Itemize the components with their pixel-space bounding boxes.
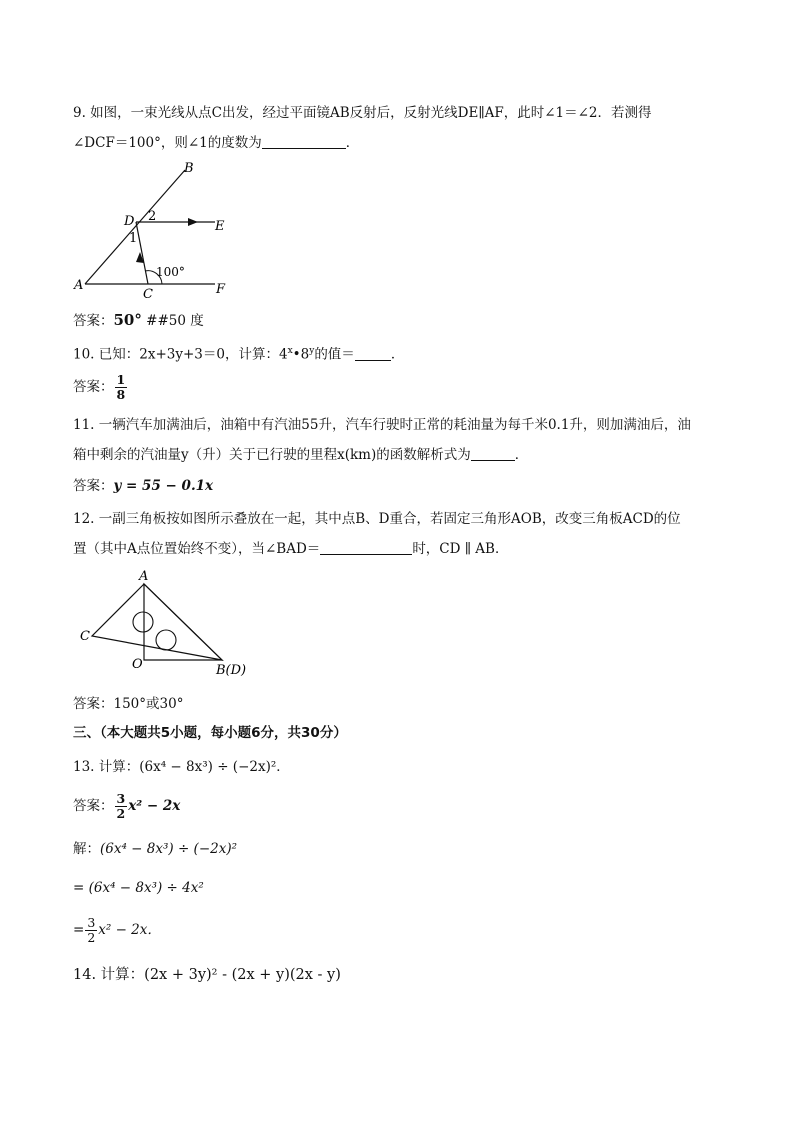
q9-arrow-de	[188, 218, 198, 226]
q9-label-d: D	[124, 214, 135, 229]
q12-label-bd: B(D)	[216, 663, 247, 678]
q13-solution-fraction	[85, 916, 97, 945]
q10-sup2: y	[309, 346, 315, 356]
q12-line2	[73, 540, 508, 558]
q13-answer-rest: x² − 2x	[128, 798, 181, 814]
q12-answer	[73, 695, 183, 713]
q9-answer	[73, 311, 204, 330]
q9-answer-alt: ##50 度	[146, 313, 204, 329]
q13-answer	[73, 788, 180, 824]
q10-text-post: 的值＝	[314, 346, 355, 363]
q9-label-c: C	[143, 287, 153, 302]
q11-line1: 11. 一辆汽车加满油后，油箱中有汽油55升，汽车行驶时正常的耗油量为每千米0.1升，则加满油后，油	[73, 417, 691, 433]
q10-answer	[73, 369, 128, 405]
q9-answer-value: 50°	[113, 311, 142, 329]
q13-answer-label: 答案：	[73, 798, 114, 814]
q9-line2-end: ．	[345, 135, 360, 151]
q11-line2	[73, 446, 528, 464]
q9-label-1: 1	[129, 231, 138, 246]
q13-solution-line2: = (6x⁴ − 8x³) ÷ 4x²	[73, 880, 204, 896]
q12-circle-1	[133, 612, 153, 632]
q9-line2-text: ∠DCF＝100°，则∠1的度数为	[73, 135, 262, 151]
q14-question: 14. 计算：(2x + 3y)² - (2x + y)(2x - y)	[73, 967, 341, 983]
q10-answer-den: 8	[116, 387, 126, 402]
q13-answer-num: 3	[116, 791, 126, 806]
q9-label-e: E	[215, 219, 225, 234]
q9-line1: 9. 如图，一束光线从点C出发，经过平面镜AB反射后，反射光线DE∥AF，此时∠1＝∠2．若测得	[73, 105, 652, 121]
q10-mid: •8	[292, 346, 310, 363]
q9-figure	[70, 158, 240, 303]
q9-label-f: F	[216, 282, 226, 297]
q10-sup1: x	[287, 346, 293, 356]
q12-answer-label: 答案：	[73, 696, 114, 712]
q12-figure	[76, 566, 256, 686]
q12-answer-blank	[320, 540, 412, 555]
q11-answer-value: y = 55 − 0.1x	[113, 478, 214, 494]
q10-answer-fraction	[115, 373, 128, 402]
q13-solution-expr1: (6x⁴ − 8x³) ÷ (−2x)²	[100, 841, 238, 857]
q12-line2-text: 置（其中A点位置始终不变），当∠BAD＝	[73, 541, 321, 557]
q12-line2-end: 时，CD ∥ AB．	[412, 541, 509, 557]
q10-question	[73, 342, 404, 364]
q9-label-2: 2	[148, 209, 157, 224]
q13-solution-num: 3	[87, 915, 96, 930]
q9-label-100: 100°	[156, 265, 185, 279]
q10-answer-label: 答案：	[73, 379, 114, 395]
q13-solution-line3	[73, 912, 161, 948]
q11-line2-end: ．	[514, 447, 529, 463]
q12-triangle-acd	[92, 584, 222, 660]
q13-question: 13. 计算：(6x⁴ − 8x³) ÷ (−2x)²．	[73, 759, 290, 775]
q12-label-o: O	[132, 657, 143, 672]
q12-answer-value: 150°或30°	[113, 696, 184, 712]
q9-line2	[73, 134, 359, 152]
q13-solution-rest: x² − 2x．	[98, 922, 161, 938]
q11-answer	[73, 477, 213, 495]
q9-label-a: A	[74, 278, 84, 293]
q9-ray-cd	[136, 222, 148, 284]
q10-answer-num: 1	[116, 372, 126, 387]
section-3-title: 三、（本大题共5小题，每小题6分，共30分）	[73, 725, 347, 741]
q12-label-c: C	[80, 629, 90, 644]
q9-answer-blank	[262, 134, 346, 149]
q10-text-pre: 10. 已知：2x+3y+3＝0，计算：4	[73, 346, 288, 363]
q9-answer-label: 答案：	[73, 313, 114, 329]
q13-solution-line1	[73, 840, 237, 858]
q11-answer-label: 答案：	[73, 478, 114, 494]
q11-line2-text: 箱中剩余的汽油量y（升）关于已行驶的里程x(km)的函数解析式为	[73, 447, 471, 463]
q13-solution-label: 解：	[73, 841, 100, 857]
q12-label-a: A	[139, 569, 149, 584]
q10-answer-blank	[355, 346, 391, 361]
q9-label-b: B	[184, 161, 194, 176]
q11-answer-blank	[471, 446, 515, 461]
q10-end: ．	[390, 346, 405, 363]
q12-line1: 12. 一副三角板按如图所示叠放在一起，其中点B、D重合，若固定三角形AOB，改变三角板ACD的位	[73, 511, 681, 527]
q13-solution-eq: =	[73, 922, 85, 938]
q12-circle-2	[156, 630, 176, 650]
q13-answer-fraction	[115, 792, 128, 821]
q13-answer-den: 2	[116, 806, 126, 821]
q13-solution-den: 2	[87, 930, 96, 945]
